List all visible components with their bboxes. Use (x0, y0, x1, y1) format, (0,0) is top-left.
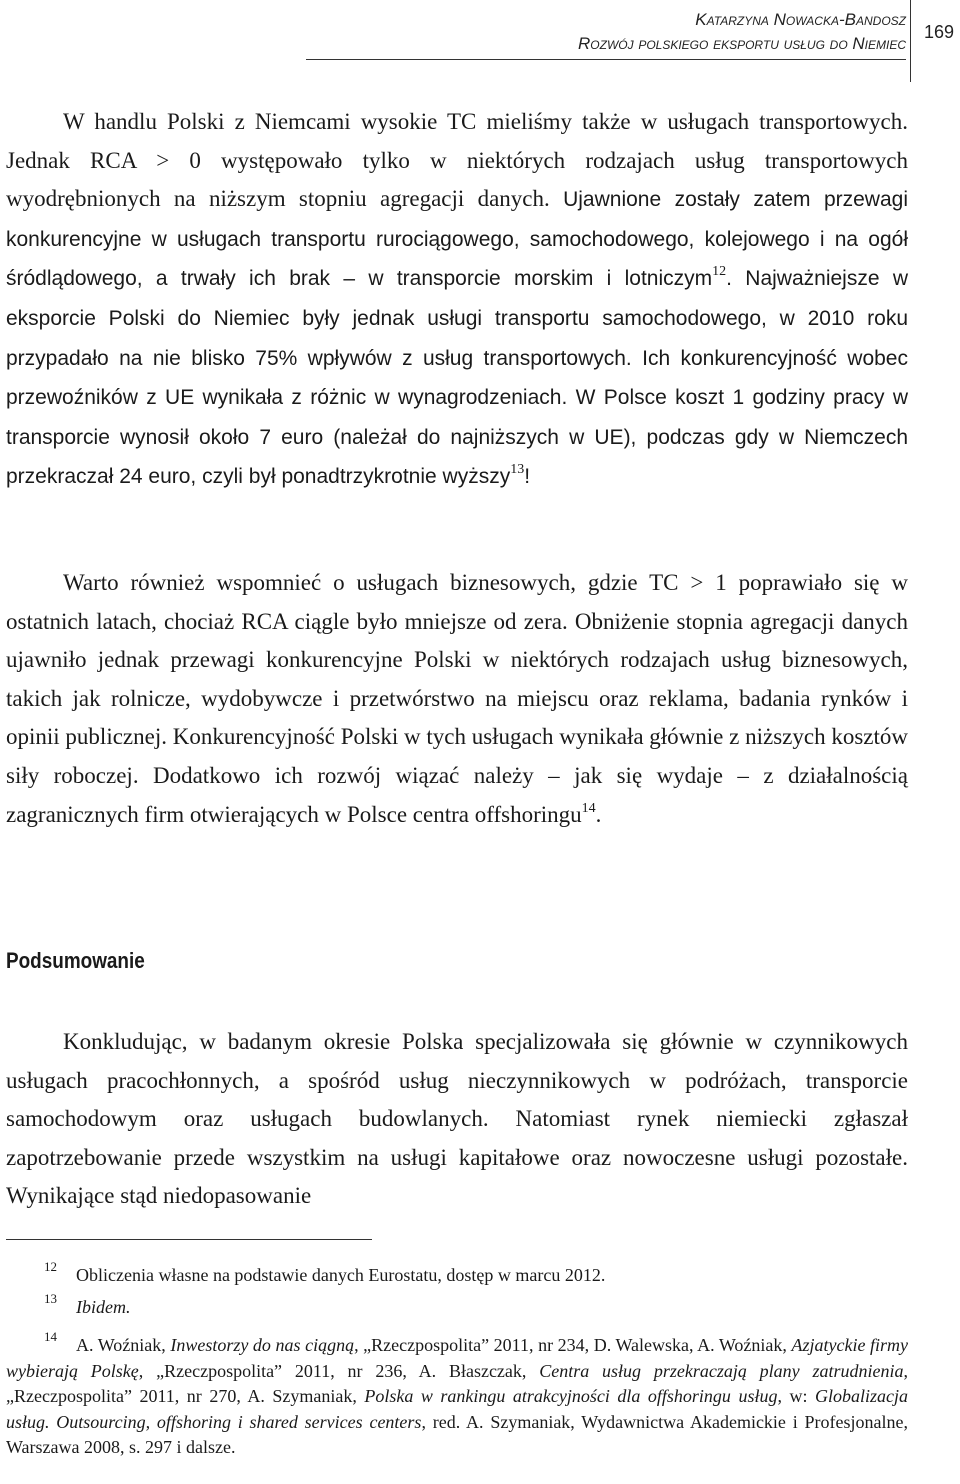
footnote-text: Obliczenia własne na podstawie danych Eurostatu, dostęp w marcu 2012. (76, 1265, 606, 1285)
paragraph-text: ! (524, 465, 531, 489)
page-number: 169 (923, 22, 955, 42)
paragraph-text: . (595, 801, 602, 827)
footnote-ref[interactable]: 12 (712, 264, 727, 280)
footnote-mark: 14 (44, 1329, 57, 1344)
header-divider (910, 0, 911, 82)
paragraph-summary (6, 1023, 908, 1216)
footnote-run: , „Rzeczpospolita” 2011, nr 270, A. Szymaniak, (6, 1360, 908, 1406)
paragraph-business (6, 564, 908, 834)
footnote-run: , „Rzeczpospolita” 2011, nr 234, D. Walewska, A. Woźniak, (354, 1335, 792, 1355)
header-author: Katarzyna Nowacka-Bandosz (695, 10, 906, 29)
footnote-italic: Inwestorzy do nas ciągną (170, 1335, 355, 1355)
footnote (6, 1329, 909, 1461)
footnote-run: , „Rzeczpospolita” 2011, nr 236, A. Błaszczak, (138, 1360, 540, 1381)
running-header (306, 8, 906, 60)
section-heading: Podsumowanie (6, 948, 145, 973)
footnote-run: , red. A. Szymaniak, Wydawnictwa Akademickie i Profesjonalne, Warszawa 2008, s. 297 i dalsze. (6, 1411, 908, 1457)
footnote-italic: Ibidem. (76, 1297, 131, 1317)
footnote-italic: Centra usług przekraczają plany zatrudnienia (539, 1360, 904, 1381)
paragraph-transport (6, 103, 908, 497)
footnote-run: A. Woźniak, (76, 1335, 171, 1355)
footnote-italic: Azjatyckie firmy wybierają Polskę (6, 1335, 909, 1381)
footnote-italic: Globalizacja usług. Outsourcing, offshoring i shared services centers (6, 1386, 908, 1432)
footnote-text (6, 1333, 908, 1461)
footnote-separator (6, 1239, 372, 1240)
footnote-mark: 13 (44, 1291, 57, 1306)
paragraph-text: Konkludując, w badanym okresie Polska specjalizowała się głównie w czynnikowych usługach pracochłonnych, a spośród usług nieczynnikowych w podróżach, transporcie samochodowym oraz usługach budowlanych. Natomiast rynek niemiecki zgłaszał zapotrzebowanie przede wszystkim na usługi kapitałowe oraz nowoczesne usługi pozostałe. Wynikające stąd niedopasowanie (6, 1029, 908, 1209)
footnote-run: , w: (777, 1386, 815, 1406)
footnote (6, 1259, 908, 1289)
footnote-mark: 12 (44, 1259, 57, 1274)
paragraph-text: Warto również wspomnieć o usługach biznesowych, gdzie TC > 1 poprawiało się w ostatnich latach, chociaż RCA ciągle było mniejsze od zera. Obniżenie stopnia agregacji danych ujawniło jednak przewagi konkurencyjne Polski w niektórych rodzajach usług biznesowych, takich jak rolnicze, wydobywcze i przetwórstwo na miejscu oraz reklama, badania rynków i opinii publicznej. Konkurencyjność Polski w tych usługach wynikała głównie z niższych kosztów siły roboczej. Dodatkowo ich rozwój wiązać należy – jak się wydaje – z działalnością zagranicznych firm otwierających w Polsce centra offshoringu (6, 570, 908, 827)
header-title: Rozwój polskiego eksportu usług do Niemiec (306, 32, 906, 60)
paragraph-text: W handlu Polski z Niemcami wysokie TC mieliśmy także w usługach transportowych. Jednak RCA > 0 występowało tylko w niektórych rodzajach usług transportowych wyodrębnionych na niższym stopniu agregacji danych. (6, 109, 908, 212)
footnote-ref[interactable]: 14 (581, 800, 596, 816)
paragraph-text: . Najważniejsze w eksporcie Polski do Niemiec były jednak usługi transportu samochodowego, w 2010 roku przypadało na nie blisko 75% wpływów z usług transportowych. Ich konkurencyjność wobec przewoźników z UE wynikała z różnic w wynagrodzeniach. W Polsce koszt 1 godziny pracy w transporcie wynosił około 7 euro (należał do najniższych w UE), podczas gdy w Niemczech przekraczał 24 euro, czyli był ponadtrzykrotnie wyższy (6, 267, 908, 489)
footnote (6, 1291, 908, 1321)
paragraph-text: Ujawnione zostały zatem przewagi konkurencyjne w usługach transportu rurociągowego, samochodowego, kolejowego i na ogół śródlądowego, a trwały ich brak – w transporcie morskim i lotniczym (6, 188, 908, 291)
footnote-italic: Polska w rankingu atrakcyjności dla offshoringu usług (364, 1386, 778, 1406)
footnote-text (6, 1295, 908, 1321)
footnote-ref[interactable]: 13 (510, 462, 525, 478)
